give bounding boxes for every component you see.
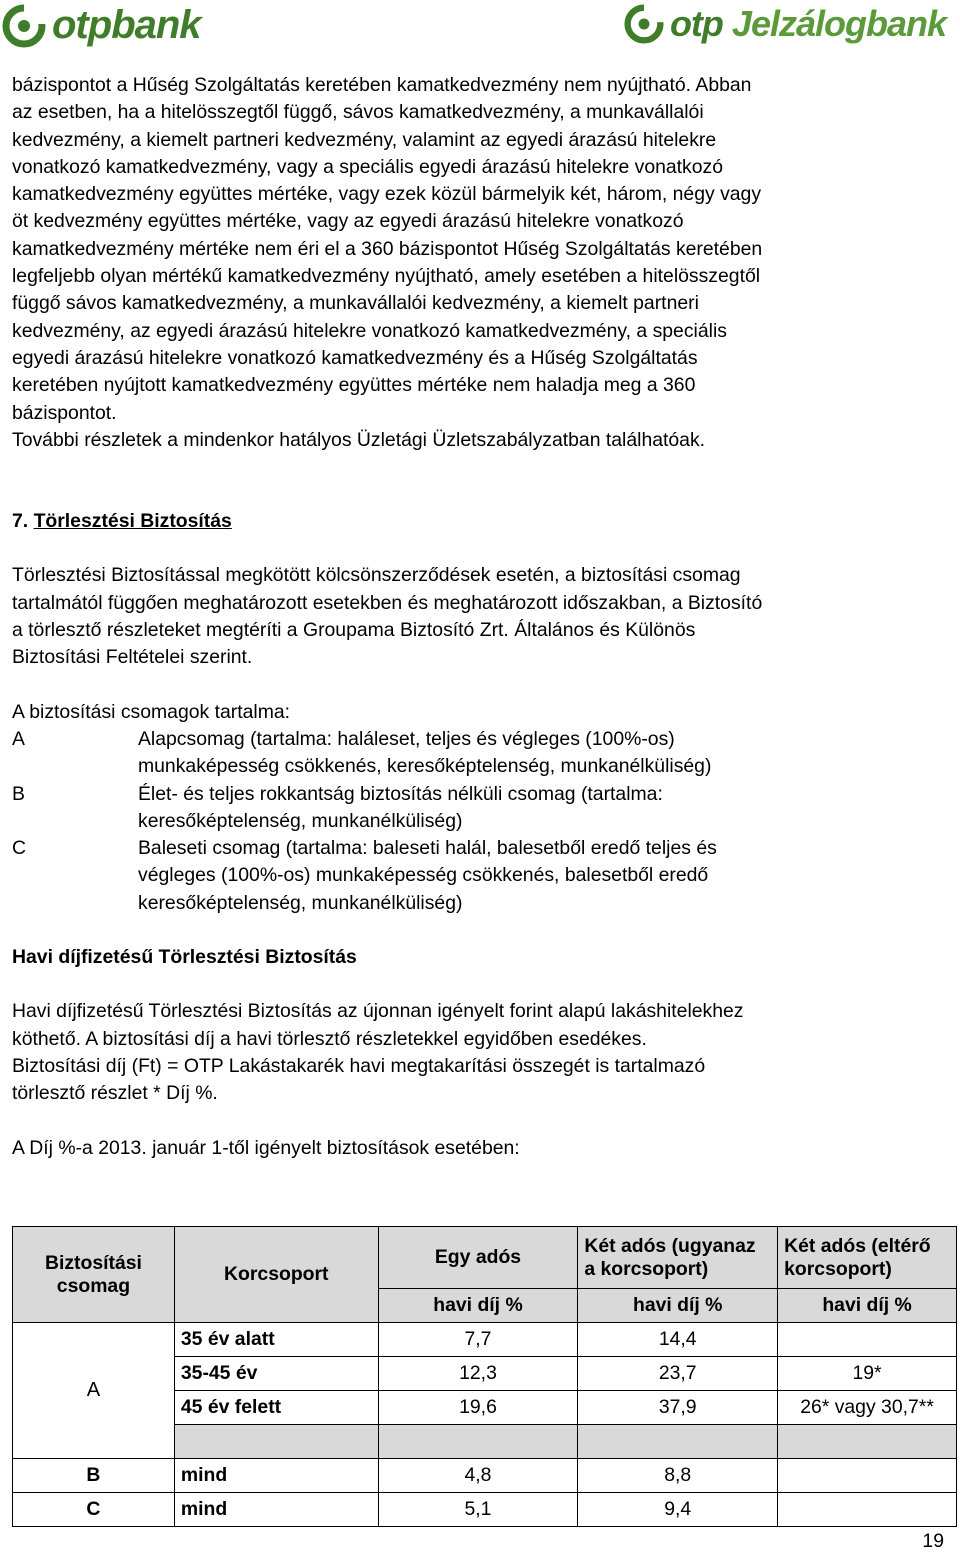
text-line: Törlesztési Biztosítással megkötött kölcsönszerződések esetén, a biztosítási csomag (12, 564, 741, 587)
text-line: tartalmától függően meghatározott esetekben és meghatározott időszakban, a Biztosító (12, 591, 763, 614)
value-cell (778, 1323, 957, 1357)
package-item-b (12, 781, 945, 836)
text-line: munkaképesség csökkenés, keresőképtelenség, munkanélküliség) (138, 755, 712, 778)
text-line: kamatkedvezmény mértéke nem éri el a 360 bázispontot Hűség Szolgáltatás keretében (12, 237, 763, 260)
otp-jelzalogbank-logo (624, 3, 946, 45)
value-cell (778, 1493, 957, 1527)
text-line: kedvezmény, az egyedi árazású hitelekre vonatkozó kamatkedvezmény, a speciális (12, 319, 727, 342)
text-line: Baleseti csomag (tartalma: baleseti halál, balesetből eredő teljes és (138, 837, 717, 860)
value-cell: 14,4 (578, 1323, 778, 1357)
value-cell: 8,8 (578, 1459, 778, 1493)
monthly-heading: Havi díjfizetésű Törlesztési Biztosítás (12, 946, 357, 969)
header-two-same: Két adós (ugyanaz a korcsoport) (578, 1227, 778, 1289)
package-letter: B (12, 782, 25, 805)
table-row (13, 1459, 957, 1493)
value-cell: 7,7 (378, 1323, 578, 1357)
text-line: keretében nyújtott kamatkedvezmény együttes mértéke nem haladja meg a 360 (12, 374, 696, 397)
age-cell: 35 év alatt (174, 1323, 378, 1357)
header-package: Biztosítási csomag (13, 1227, 175, 1323)
page-number: 19 (922, 1530, 944, 1552)
header-two-diff: Két adós (eltérő korcsoport) (778, 1227, 957, 1289)
subheader-two-same: havi díj % (578, 1289, 778, 1323)
package-item-a (12, 726, 945, 781)
header-age-group: Korcsoport (174, 1227, 378, 1323)
text-line: legfeljebb olyan mértékű kamatkedvezmény nyújtható, amely esetében a hitelösszegtől (12, 265, 761, 288)
age-cell: mind (174, 1459, 378, 1493)
text-line: kedvezmény, a kiemelt partneri kedvezmény, valamint az egyedi árazású hitelekre (12, 128, 717, 151)
header-single-debtor: Egy adós (378, 1227, 578, 1289)
text-line: Biztosítási Feltételei szerint. (12, 646, 253, 669)
text-line: köthető. A biztosítási díj a havi törlesztő részletekkel egyidőben esedékes. (12, 1027, 647, 1050)
package-letter: C (12, 837, 27, 860)
value-cell: 23,7 (578, 1357, 778, 1391)
value-cell: 4,8 (378, 1459, 578, 1493)
intro-note: További részletek a mindenkor hatályos Üzletági Üzletszabályzatban találhatóak. (12, 428, 706, 451)
text-line: keresőképtelenség, munkanélküliség) (138, 809, 463, 832)
subheader-single: havi díj % (378, 1289, 578, 1323)
intro-paragraph (12, 72, 945, 454)
fee-intro: A Díj %-a 2013. január 1-től igényelt biztosítások esetében: (12, 1136, 520, 1159)
fee-table (12, 1226, 957, 1527)
otp-jelzalogbank-logo-text: otp Jelzálogbank (669, 3, 946, 44)
package-a-cell: A (13, 1323, 175, 1459)
page-content (12, 72, 945, 1162)
value-cell: 26* vagy 30,7** (778, 1391, 957, 1425)
text-line: Biztosítási díj (Ft) = OTP Lakástakarék havi megtakarítási összegét is tartalmazó (12, 1054, 706, 1077)
text-line: vonatkozó kamatkedvezmény, vagy a speciális egyedi árazású hitelekre vonatkozó (12, 155, 724, 178)
section-number: 7. (12, 510, 29, 533)
value-cell: 12,3 (378, 1357, 578, 1391)
text-line: öt kedvezmény együttes mértéke, vagy az egyedi árazású hitelekre vonatkozó (12, 210, 684, 233)
text-line: törlesztő részlet * Díj %. (12, 1082, 218, 1105)
section-heading (12, 508, 945, 535)
otpbank-logo (2, 3, 201, 48)
age-cell: mind (174, 1493, 378, 1527)
text-line: végleges (100%-os) munkaképesség csökkenés, balesetből eredő (138, 864, 709, 887)
text-line: függő sávos kamatkedvezmény, a munkavállalói kedvezmény, a kiemelt partneri (12, 292, 699, 315)
value-cell: 37,9 (578, 1391, 778, 1425)
table-header-row (13, 1227, 957, 1289)
section-paragraph (12, 562, 945, 671)
text-line: Alapcsomag (tartalma: haláleset, teljes és végleges (100%-os) (138, 727, 675, 750)
age-cell: 45 év felett (174, 1391, 378, 1425)
value-cell (778, 1459, 957, 1493)
subheader-two-diff: havi díj % (778, 1289, 957, 1323)
text-line: bázispontot. (12, 401, 117, 424)
text-line: az esetben, ha a hitelösszegtől függő, sávos kamatkedvezmény, a munkavállalói (12, 101, 704, 124)
table-row (13, 1493, 957, 1527)
age-cell: 35-45 év (174, 1357, 378, 1391)
package-cell: B (13, 1459, 175, 1493)
packages-intro: A biztosítási csomagok tartalma: (12, 700, 291, 723)
text-line: a törlesztő részleteket megtéríti a Groupama Biztosító Zrt. Általános és Különös (12, 619, 696, 642)
otpbank-logo-text: otpbank (52, 3, 201, 47)
text-line: keresőképtelenség, munkanélküliség) (138, 891, 463, 914)
text-line: Élet- és teljes rokkantság biztosítás nélküli csomag (tartalma: (138, 782, 663, 805)
table-row (13, 1323, 957, 1357)
value-cell: 5,1 (378, 1493, 578, 1527)
section-title: Törlesztési Biztosítás (33, 510, 232, 533)
value-cell: 19,6 (378, 1391, 578, 1425)
otp-swirl-icon (624, 4, 664, 44)
value-cell: 19* (778, 1357, 957, 1391)
text-line: egyedi árazású hitelekre vonatkozó kamatkedvezmény és a Hűség Szolgáltatás (12, 346, 698, 369)
text-line: Havi díjfizetésű Törlesztési Biztosítás az újonnan igényelt forint alapú lakáshitelekhez (12, 1000, 744, 1023)
monthly-paragraph (12, 998, 945, 1107)
text-line: bázispontot a Hűség Szolgáltatás keretében kamatkedvezmény nem nyújtható. Abban (12, 74, 752, 96)
otp-swirl-icon (2, 4, 46, 48)
value-cell: 9,4 (578, 1493, 778, 1527)
package-item-c (12, 835, 945, 917)
package-cell: C (13, 1493, 175, 1527)
package-letter: A (12, 727, 25, 750)
text-line: kamatkedvezmény együttes mértéke, vagy ezek közül bármelyik két, három, négy vagy (12, 183, 762, 206)
